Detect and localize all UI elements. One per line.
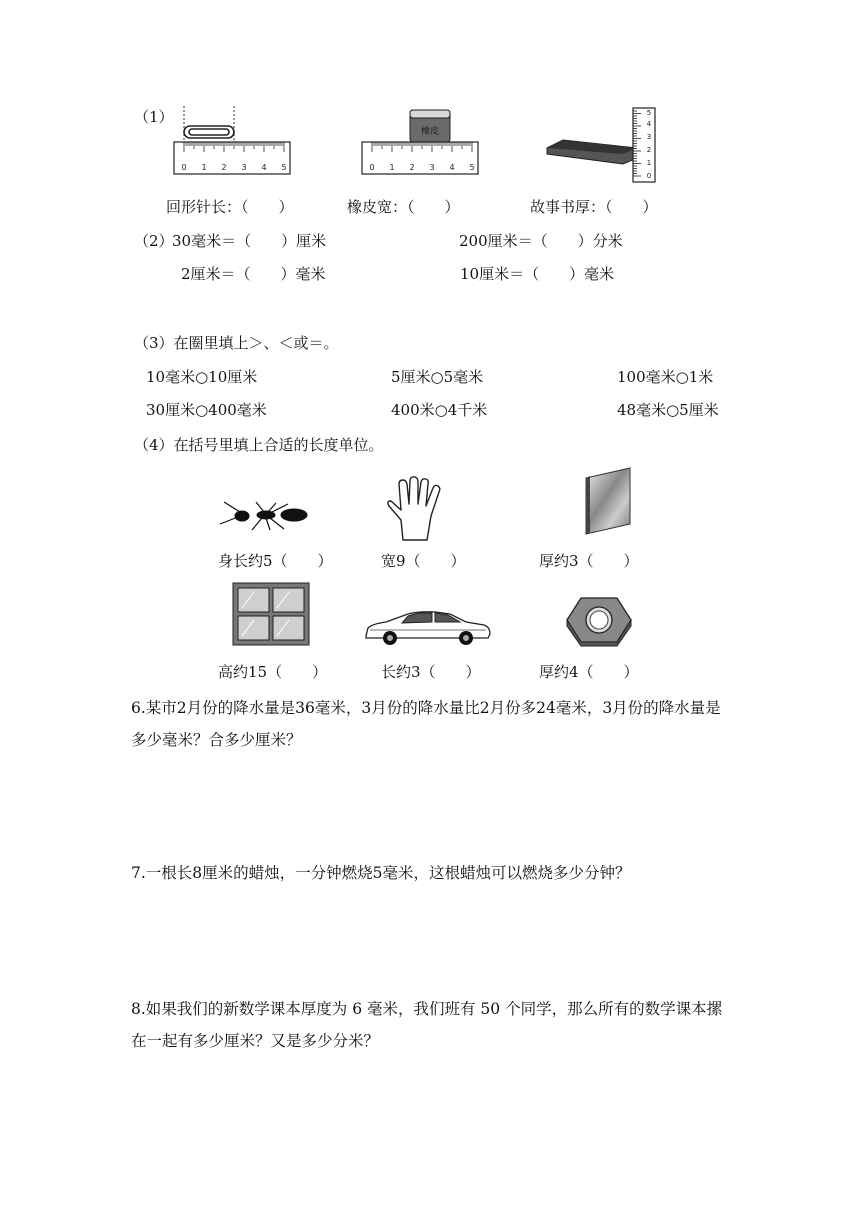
q2-label: （2） [134,232,174,250]
caption-nut: 厚约4（ ） [539,663,639,681]
caption-car: 长约3（ ） [381,663,481,681]
caption-window: 高约15（ ） [218,663,328,681]
tick-label-0: 0 [369,163,375,172]
q3-item-1: 10毫米○10厘米 [146,368,258,386]
ruler [362,142,478,174]
eraser-icon [410,110,450,142]
q3-item-4: 30厘米○400毫米 [146,401,267,419]
q3-item-2: 5厘米○5毫米 [391,368,484,386]
tick-label-1: 1 [201,163,207,172]
ruler [174,142,290,174]
caption-glass: 厚约3（ ） [539,552,639,570]
window-icon [232,582,310,646]
tick-label-1: 1 [389,163,395,172]
q2-item-3: 2厘米＝（ ）毫米 [181,265,326,283]
paperclip-ruler-figure [170,104,295,176]
tick-label-4: 4 [449,163,455,172]
tick-label-5: 5 [281,163,287,172]
q1-label: （1） [134,108,174,126]
book-ruler-figure [545,106,660,186]
question-6: 6.某市2月份的降水量是36毫米，3月份的降水量比2月份多24毫米，3月份的降水量是多少毫米？合多少厘米？ [131,699,721,749]
hand-icon [383,476,451,542]
vtick-label-2: 2 [646,146,652,154]
q2-item-4: 10厘米＝（ ）毫米 [460,265,615,283]
q3-item-6: 48毫米○5厘米 [617,401,719,419]
question-8: 8.如果我们的新数学课本厚度为 6 毫米，我们班有 50 个同学，那么所有的数学课本摞在一起有多少厘米？又是多少分米？ [131,1000,723,1050]
caption-hand: 宽9（ ） [381,552,466,570]
tick-label-0: 0 [181,163,187,172]
q2-item-1: 30毫米＝（ ）厘米 [172,232,327,250]
vtick-label-0: 0 [646,172,652,180]
caption-book: 故事书厚：（ ） [530,198,658,216]
tick-label-5: 5 [469,163,475,172]
hex-nut-icon [565,596,633,648]
tick-label-2: 2 [221,163,227,172]
tick-label-3: 3 [429,163,435,172]
eraser-ruler-figure [358,104,483,176]
q3-item-5: 400米○4千米 [391,401,488,419]
q3-item-3: 100毫米○1米 [617,368,714,386]
ant-icon [218,498,320,532]
caption-paperclip: 回形针长：（ ） [166,198,294,216]
tick-label-3: 3 [241,163,247,172]
q4-title: （4）在括号里填上合适的长度单位。 [134,436,384,454]
car-icon [362,608,492,648]
caption-ant: 身长约5（ ） [218,552,333,570]
question-7: 7.一根长8厘米的蜡烛，一分钟燃烧5毫米，这根蜡烛可以燃烧多少分钟？ [131,864,631,882]
tick-label-4: 4 [261,163,267,172]
vtick-label-1: 1 [646,159,652,167]
glass-pane-icon [584,466,634,536]
paperclip-icon [184,126,234,138]
q2-item-2: 200厘米＝（ ）分米 [459,232,623,250]
vtick-label-5: 5 [646,109,652,117]
vtick-label-4: 4 [646,120,652,128]
caption-eraser: 橡皮宽：（ ） [347,198,460,216]
vtick-label-3: 3 [646,133,652,141]
tick-label-2: 2 [409,163,415,172]
eraser-label: 橡皮 [420,127,440,137]
q3-title: （3）在圈里填上＞、＜或＝。 [134,334,339,352]
